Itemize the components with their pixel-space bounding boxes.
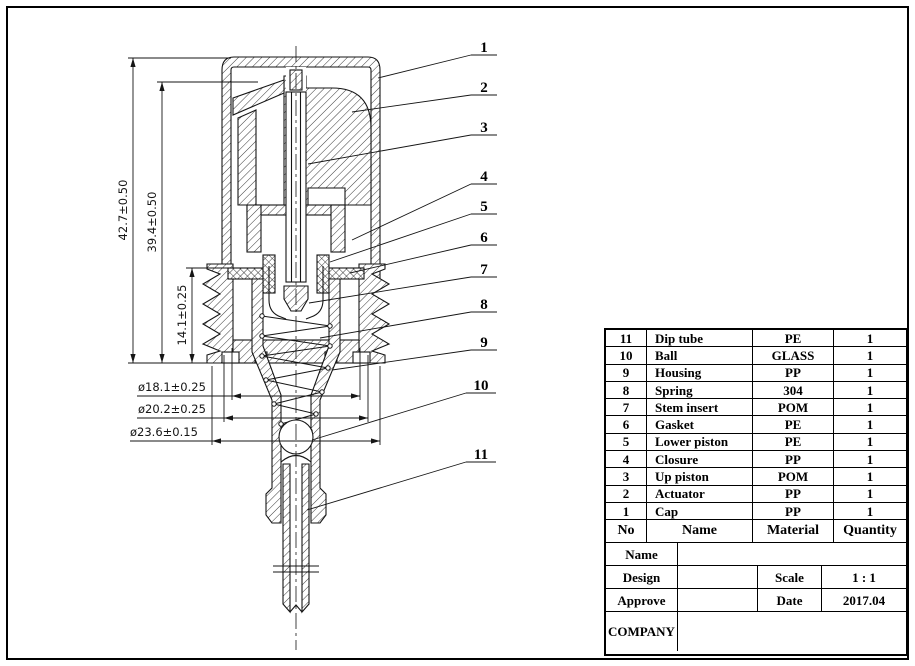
cell-no: 1 [606,503,647,520]
cell-qty: 1 [834,503,906,520]
title-block-name-row [606,543,906,566]
cell-name: Ball [647,347,753,364]
cell-no: 3 [606,468,647,485]
callout-11: 11 [473,447,489,463]
cell-qty: 1 [834,330,906,347]
cell-qty: 1 [834,416,906,433]
cell-name: Housing [647,365,753,382]
table-row [606,330,906,347]
design-label: Design [606,566,678,589]
cell-material: POM [753,399,834,416]
cell-no: 2 [606,486,647,503]
callout-2: 2 [480,80,488,96]
cell-material: PE [753,330,834,347]
title-block-approve-row [606,589,906,612]
table-header-row [606,520,906,543]
dim-height-total: 42.7±0.50 [116,179,130,241]
dim-dia-mid: ø20.2±0.25 [138,402,206,416]
cell-qty: 1 [834,451,906,468]
dim-height-inner: 39.4±0.50 [145,191,159,253]
parts-table-and-title-block [604,328,908,656]
cell-name: Actuator [647,486,753,503]
cell-no: 10 [606,347,647,364]
cell-material: GLASS [753,347,834,364]
cell-material: 304 [753,382,834,399]
cell-material: PE [753,416,834,433]
callout-1: 1 [480,40,488,56]
company-label: COMPANY [606,612,678,651]
cell-qty: 1 [834,382,906,399]
cell-no: 6 [606,416,647,433]
cell-name: Gasket [647,416,753,433]
approve-label: Approve [606,589,678,612]
cell-material: PP [753,486,834,503]
callout-8: 8 [480,297,488,313]
cell-no: 8 [606,382,647,399]
cell-name: Up piston [647,468,753,485]
cell-name: Dip tube [647,330,753,347]
cell-name: Lower piston [647,434,753,451]
cell-name: Spring [647,382,753,399]
cell-qty: 1 [834,434,906,451]
callout-7: 7 [480,262,488,278]
cell-no: 7 [606,399,647,416]
table-row [606,399,906,416]
cell-material: PP [753,365,834,382]
dim-dia-small: ø18.1±0.25 [138,380,206,394]
header-name: Name [647,520,753,543]
cell-name: Stem insert [647,399,753,416]
cell-no: 11 [606,330,647,347]
dim-dia-large: ø23.6±0.15 [130,425,198,439]
callout-4: 4 [480,169,488,185]
cell-no: 5 [606,434,647,451]
callout-10: 10 [473,378,489,394]
cell-qty: 1 [834,468,906,485]
cell-no: 4 [606,451,647,468]
table-row [606,503,906,520]
table-row [606,347,906,364]
title-block-design-row [606,566,906,589]
callout-6: 6 [480,230,488,246]
header-quantity: Quantity [834,520,906,543]
cell-qty: 1 [834,486,906,503]
cell-material: PP [753,503,834,520]
approve-value [678,589,758,612]
table-row [606,451,906,468]
name-value [678,543,906,566]
table-row [606,382,906,399]
cell-material: PP [753,451,834,468]
callout-numbers [474,40,489,463]
cell-qty: 1 [834,399,906,416]
date-value: 2017.04 [822,589,906,612]
table-row [606,365,906,382]
callout-5: 5 [480,199,488,215]
table-row [606,434,906,451]
name-label: Name [606,543,678,566]
cell-no: 9 [606,365,647,382]
table-row [606,416,906,433]
scale-value: 1 : 1 [822,566,906,589]
design-value [678,566,758,589]
cell-qty: 1 [834,347,906,364]
callout-9: 9 [480,335,488,351]
company-value [678,612,906,651]
cell-name: Cap [647,503,753,520]
cell-qty: 1 [834,365,906,382]
cell-name: Closure [647,451,753,468]
dim-height-lower: 14.1±0.25 [175,284,189,346]
cell-material: POM [753,468,834,485]
title-block-company-row [606,612,906,651]
table-row [606,486,906,503]
cell-material: PE [753,434,834,451]
header-no: No [606,520,647,543]
header-material: Material [753,520,834,543]
date-label: Date [758,589,822,612]
callout-3: 3 [480,120,488,136]
scale-label: Scale [758,566,822,589]
table-row [606,468,906,485]
